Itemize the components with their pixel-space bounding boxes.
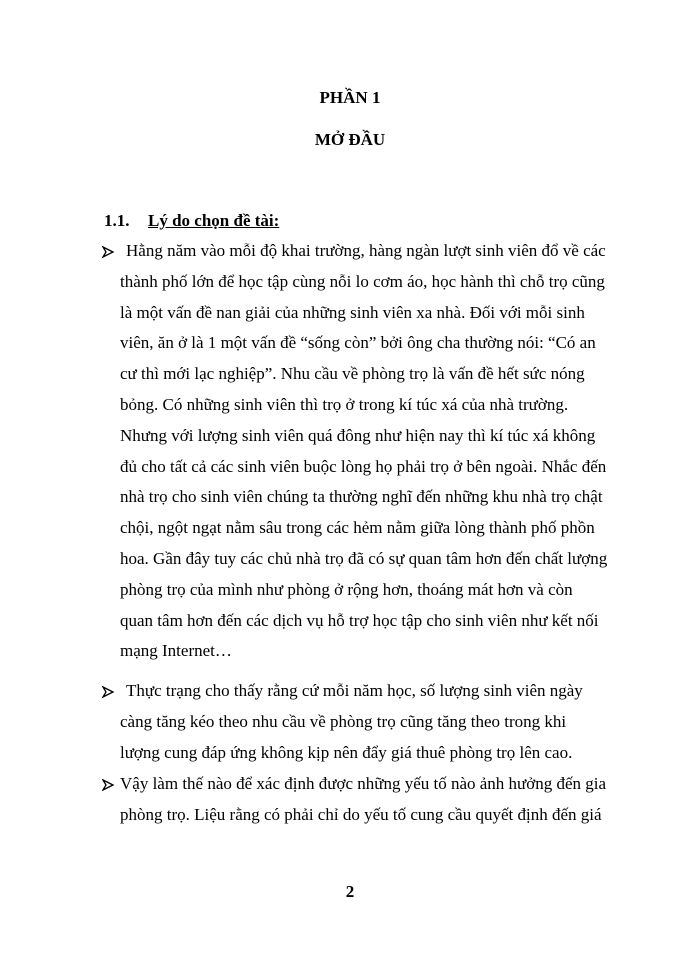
section-heading xyxy=(104,211,279,231)
text-line: thành phố lớn để học tập cùng nỗi lo cơm áo, học hành thì chỗ trọ cũng xyxy=(120,271,605,291)
page-number: 2 xyxy=(345,882,355,901)
bullet-paragraph xyxy=(100,236,660,667)
text-line: cư thì mới lạc nghiệp”. Nhu cầu về phòng trọ là vấn đề hết sức nóng xyxy=(120,364,585,384)
bullet-paragraph xyxy=(100,676,660,768)
text-line: mạng Internet… xyxy=(120,641,232,661)
text-line: Hằng năm vào mỗi độ khai trường, hàng ngàn lượt sinh viên đổ về các xyxy=(126,241,606,260)
text-line: bỏng. Có những sinh viên thì trọ ở trong kí túc xá của nhà trường. xyxy=(120,394,569,414)
text-line: Thực trạng cho thấy rằng cứ mỗi năm học, số lượng sinh viên ngày xyxy=(126,681,583,700)
text-line: Nhưng với lượng sinh viên quá đông như hiện nay thì kí túc xá không xyxy=(120,425,596,445)
text-line: nhà trọ cho sinh viên chúng ta thường nghĩ đến những khu nhà trọ chật xyxy=(120,487,603,507)
bullet-paragraph xyxy=(100,769,660,831)
part-title: PHẦN 1 xyxy=(319,88,381,107)
text-line: phòng trọ. Liệu rằng có phải chỉ do yếu tố cung cầu quyết định đến giá xyxy=(120,804,602,824)
text-line: phòng trọ của mình như phòng ở rộng hơn, thoáng mát hơn và còn xyxy=(120,579,573,599)
section-title: Lý do chọn đề tài: xyxy=(148,211,280,230)
arrow-bullet-icon xyxy=(100,676,118,706)
text-line: Vậy làm thế nào để xác định được những yếu tố nào ảnh hưởng đến gia xyxy=(120,774,607,793)
text-line: càng tăng kéo theo nhu cầu về phòng trọ cũng tăng theo trong khi xyxy=(120,711,567,731)
text-line: hoa. Gần đây tuy các chủ nhà trọ đã có sự quan tâm hơn đến chất lượng xyxy=(120,548,608,568)
text-line: chội, ngột ngạt nằm sâu trong các hẻm nằm giữa lòng thành phố phồn xyxy=(120,518,595,538)
text-line: quan tâm hơn đến các dịch vụ hỗ trợ học tập cho sinh viên như kết nối xyxy=(120,610,599,630)
section-number: 1.1. xyxy=(104,211,130,230)
text-line: viên, ăn ở là 1 một vấn đề “sống còn” bởi ông cha thường nói: “Có an xyxy=(120,333,596,353)
text-line: đủ cho tất cả các sinh viên buộc lòng họ phải trọ ở bên ngoài. Nhắc đến xyxy=(120,456,607,476)
chapter-title: MỞ ĐẦU xyxy=(314,130,386,149)
text-line: lượng cung đáp ứng không kịp nên đẩy giá thuê phòng trọ lên cao. xyxy=(120,742,573,762)
text-line: là một vấn đề nan giải của những sinh viên xa nhà. Đối với mỗi sinh xyxy=(120,302,585,322)
arrow-bullet-icon xyxy=(100,769,118,799)
arrow-bullet-icon xyxy=(100,236,118,266)
